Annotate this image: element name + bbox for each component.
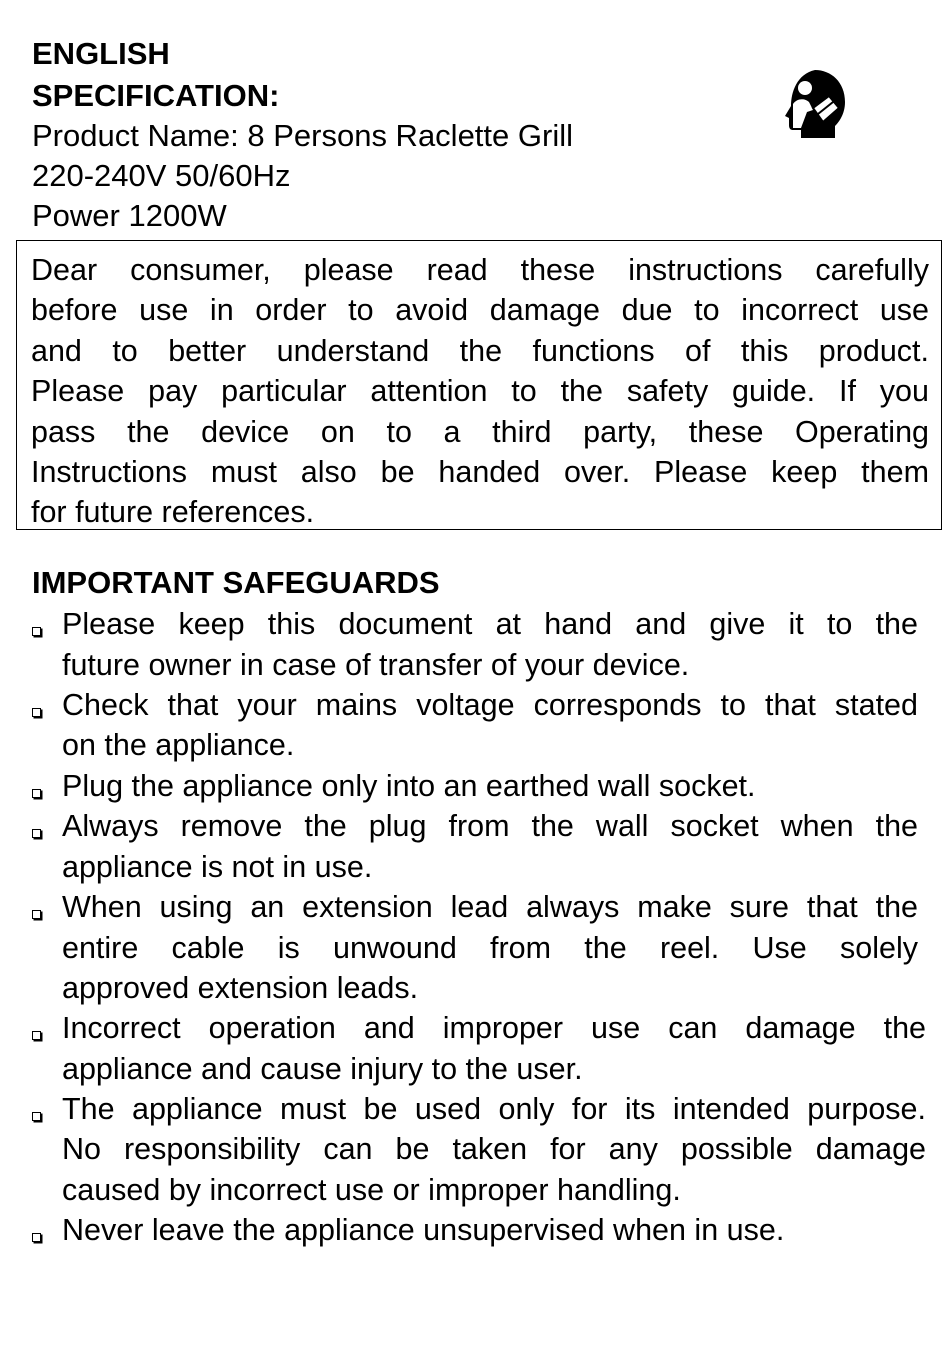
- notice-line: pass the device on to a third party, these Operating: [31, 415, 929, 449]
- safeguard-line: approved extension leads.: [62, 971, 419, 1005]
- read-manual-icon: [783, 68, 847, 140]
- bullet-icon: [32, 1031, 41, 1040]
- safeguard-line: appliance is not in use.: [62, 850, 373, 884]
- safeguard-line: The appliance must be used only for its intended purpose.: [62, 1092, 926, 1126]
- safeguard-line: Never leave the appliance unsupervised when in use.: [62, 1213, 785, 1247]
- bullet-icon: [32, 829, 41, 838]
- voltage-rating: 220-240V 50/60Hz: [32, 158, 291, 193]
- notice-line: Please pay particular attention to the safety guide. If you: [31, 374, 929, 408]
- notice-line: Instructions must also be handed over. Please keep them: [31, 455, 929, 489]
- safeguard-line: Check that your mains voltage corresponds to that stated: [62, 688, 918, 722]
- safeguards-title: IMPORTANT SAFEGUARDS: [32, 565, 440, 600]
- safeguard-line: caused by incorrect use or improper handling.: [62, 1173, 681, 1207]
- safeguard-line: on the appliance.: [62, 728, 295, 762]
- bullet-icon: [32, 627, 41, 636]
- safeguard-line: When using an extension lead always make sure that the: [62, 890, 918, 924]
- consumer-notice-box: [16, 240, 942, 530]
- notice-line: Dear consumer, please read these instructions carefully: [31, 253, 929, 287]
- power-rating: Power 1200W: [32, 198, 227, 233]
- safeguard-line: Incorrect operation and improper use can damage the: [62, 1011, 926, 1045]
- safeguard-line: future owner in case of transfer of your device.: [62, 648, 690, 682]
- safeguard-line: appliance and cause injury to the user.: [62, 1052, 583, 1086]
- spec-heading-line-1: ENGLISH: [32, 36, 170, 71]
- notice-line: for future references.: [31, 495, 315, 529]
- safeguard-line: No responsibility can be taken for any possible damage: [62, 1132, 926, 1166]
- bullet-icon: [32, 1233, 41, 1242]
- bullet-icon: [32, 789, 41, 798]
- safeguard-line: entire cable is unwound from the reel. Use solely: [62, 931, 918, 965]
- bullet-icon: [32, 708, 41, 717]
- spec-heading-line-2: SPECIFICATION:: [32, 78, 280, 113]
- safeguard-line: Always remove the plug from the wall socket when the: [62, 809, 918, 843]
- notice-line: and to better understand the functions of this product.: [31, 334, 929, 368]
- safeguard-line: Please keep this document at hand and give it to the: [62, 607, 918, 641]
- safeguard-line: Plug the appliance only into an earthed wall socket.: [62, 769, 756, 803]
- bullet-icon: [32, 1112, 41, 1121]
- bullet-icon: [32, 910, 41, 919]
- notice-line: before use in order to avoid damage due to incorrect use: [31, 293, 929, 327]
- product-name: Product Name: 8 Persons Raclette Grill: [32, 118, 573, 153]
